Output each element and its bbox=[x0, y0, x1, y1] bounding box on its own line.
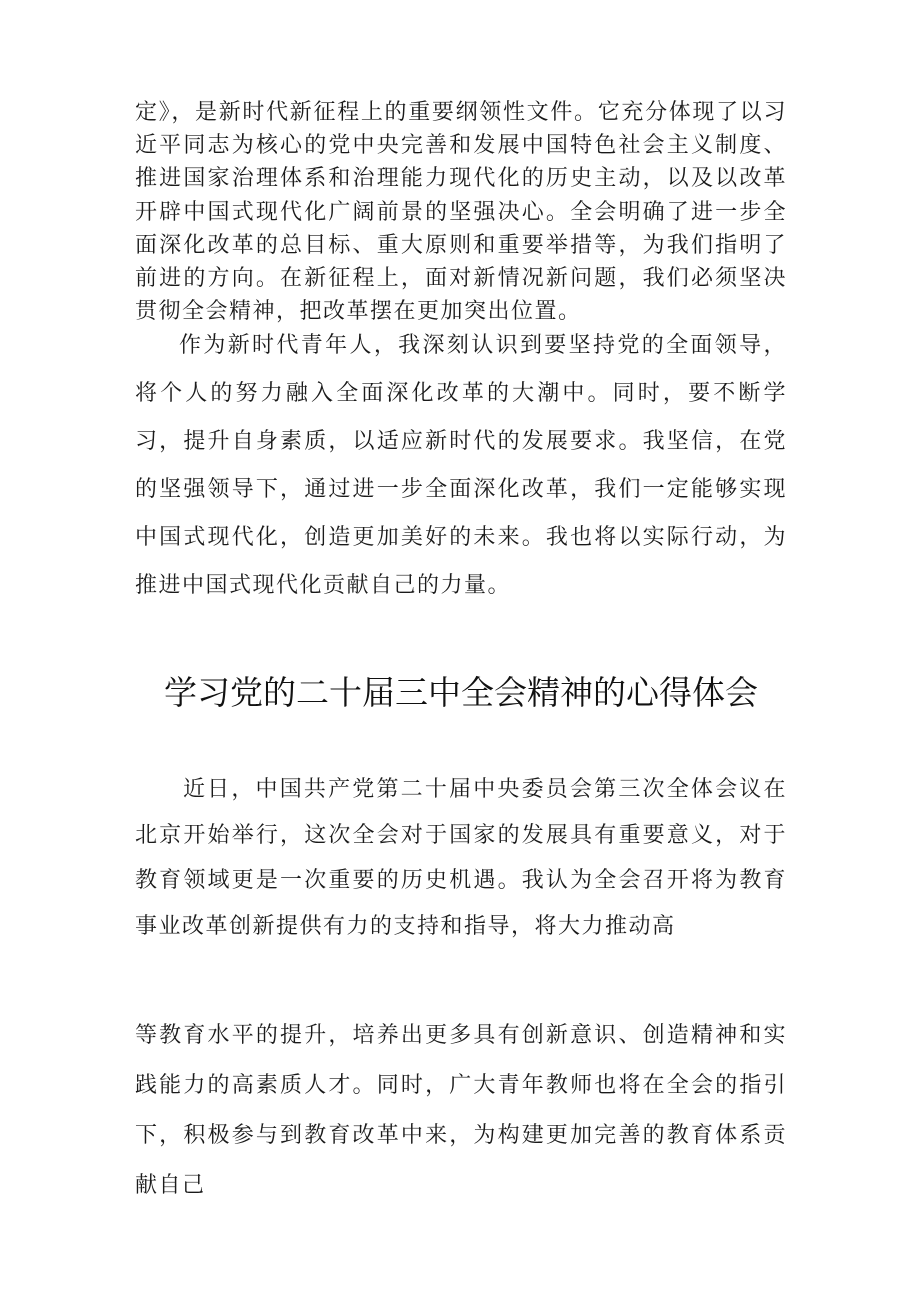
paragraph-continuation: 定》，是新时代新征程上的重要纲领性文件。它充分体现了以习近平同志为核心的党中央完善和发展中国特色社会主义制度、推进国家治理体系和治理能力现代化的历史主动，以及以改革开辟中国式现代化广阔前景的坚强决心。全会明确了进一步全面深化改革的总目标、重大原则和重要举措等，为我们指明了前进的方向。在新征程上，面对新情况新问题，我们必须坚决贯彻全会精神，把改革摆在更加突出位置。 bbox=[135, 100, 787, 325]
paragraph-youth-reflection: 作为新时代青年人，我深刻认识到要坚持党的全面领导，将个人的努力融入全面深化改革的大潮中。同时，要不断学习，提升自身素质，以适应新时代的发展要求。我坚信，在党的坚强领导下，通过进一步全面深化改革，我们一定能够实现中国式现代化，创造更加美好的未来。我也将以实际行动，为推进中国式现代化贡献自己的力量。 bbox=[135, 333, 787, 598]
paragraph-intro: 近日，中国共产党第二十届中央委员会第三次全体会议在北京开始举行，这次全会对于国家的发展具有重要意义，对于教育领域更是一次重要的历史机遇。我认为全会召开将为教育事业改革创新提供有力的支持和指导，将大力推动高 bbox=[135, 777, 787, 939]
article-heading: 学习党的二十届三中全会精神的心得体会 bbox=[164, 673, 758, 712]
paragraph-education: 等教育水平的提升，培养出更多具有创新意识、创造精神和实践能力的高素质人才。同时，广大青年教师也将在全会的指引下，积极参与到教育改革中来，为构建更加完善的教育体系贡献自己 bbox=[135, 1023, 787, 1198]
